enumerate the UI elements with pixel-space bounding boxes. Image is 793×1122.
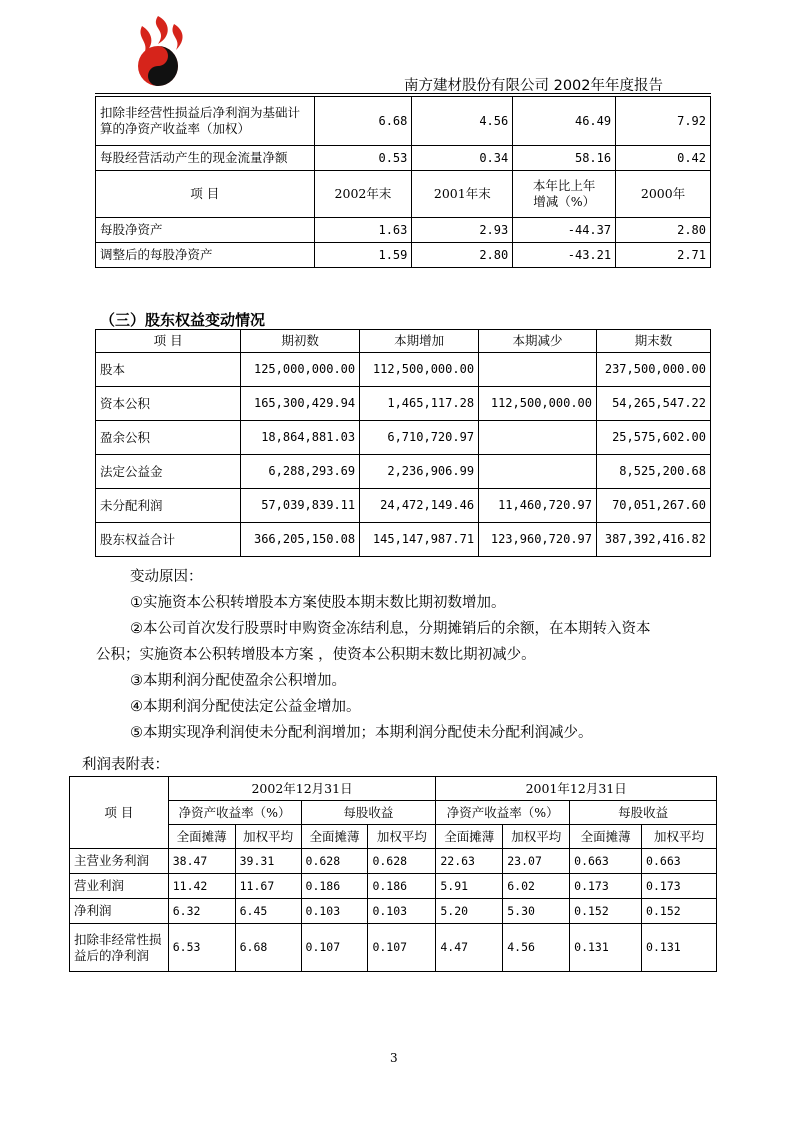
cell: 4.56 <box>412 97 513 146</box>
cell: 2.93 <box>412 218 513 243</box>
row-label: 未分配利润 <box>96 489 241 523</box>
cell: 165,300,429.94 <box>241 387 360 421</box>
cell: 11.42 <box>168 874 235 899</box>
col-header-line2: 增减（%） <box>533 194 596 209</box>
cell: 0.107 <box>301 924 368 972</box>
table-row <box>96 387 711 421</box>
row-label: 营业利润 <box>70 874 169 899</box>
cell: 11.67 <box>235 874 301 899</box>
col-header: 期初数 <box>241 330 360 353</box>
cell: 0.186 <box>368 874 436 899</box>
table-header-row <box>96 171 711 218</box>
row-label: 净利润 <box>70 899 169 924</box>
table-row <box>96 523 711 557</box>
cell: 0.42 <box>616 146 711 171</box>
profit-appendix-table <box>69 776 717 972</box>
cell: 18,864,881.03 <box>241 421 360 455</box>
col-header-2001: 2001年12月31日 <box>436 777 717 801</box>
cell: -44.37 <box>513 218 616 243</box>
cell: 6.68 <box>235 924 301 972</box>
col-header: 2002年末 <box>314 171 412 218</box>
cell: 22.63 <box>436 849 503 874</box>
col-header: 项 目 <box>96 171 315 218</box>
row-label: 扣除非经营性损益后净利润为基础计算的净资产收益率（加权） <box>96 97 315 146</box>
col-header-wavg: 加权平均 <box>368 825 436 849</box>
reason-5: ⑤本期实现净利润使未分配利润增加；本期利润分配使未分配利润减少。 <box>130 725 593 741</box>
cell: 0.628 <box>368 849 436 874</box>
table-row <box>96 243 711 268</box>
table-row <box>96 218 711 243</box>
cell <box>479 421 597 455</box>
row-label: 主营业务利润 <box>70 849 169 874</box>
cell <box>479 455 597 489</box>
cell: 0.107 <box>368 924 436 972</box>
reasons-title: 变动原因： <box>130 569 203 585</box>
cell: 0.186 <box>301 874 368 899</box>
col-header-2002: 2002年12月31日 <box>168 777 436 801</box>
cell: 1,465,117.28 <box>360 387 479 421</box>
reason-3: ③本期利润分配使盈余公积增加。 <box>130 673 346 689</box>
col-header: 本期增加 <box>360 330 479 353</box>
row-label: 股东权益合计 <box>96 523 241 557</box>
row-label: 法定公益金 <box>96 455 241 489</box>
cell: 387,392,416.82 <box>597 523 711 557</box>
cell: 145,147,987.71 <box>360 523 479 557</box>
table-row <box>70 849 717 874</box>
col-header: 2001年末 <box>412 171 513 218</box>
cell: 39.31 <box>235 849 301 874</box>
row-label: 资本公积 <box>96 387 241 421</box>
col-header-roe: 净资产收益率（%） <box>436 801 570 825</box>
col-header-eps: 每股收益 <box>570 801 717 825</box>
page-number: 3 <box>390 1051 398 1065</box>
col-header: 项 目 <box>96 330 241 353</box>
cell: 6.45 <box>235 899 301 924</box>
cell: 0.34 <box>412 146 513 171</box>
cell: 0.173 <box>570 874 642 899</box>
cell: 0.103 <box>368 899 436 924</box>
cell: 0.152 <box>570 899 642 924</box>
cell: 0.663 <box>642 849 717 874</box>
reason-2-line2: 公积；实施资本公积转增股本方案 ，使资本公积期末数比期初减少。 <box>96 647 536 663</box>
cell: 54,265,547.22 <box>597 387 711 421</box>
financial-indicator-table <box>95 96 711 268</box>
col-header-full: 全面摊薄 <box>436 825 503 849</box>
row-label: 每股净资产 <box>96 218 315 243</box>
cell: 125,000,000.00 <box>241 353 360 387</box>
row-label: 扣除非经常性损益后的净利润 <box>70 924 169 972</box>
cell: 11,460,720.97 <box>479 489 597 523</box>
cell: 4.56 <box>503 924 570 972</box>
cell: 6.68 <box>314 97 412 146</box>
header-rule <box>95 93 711 94</box>
cell: 0.173 <box>642 874 717 899</box>
cell: 237,500,000.00 <box>597 353 711 387</box>
table-header-row <box>70 777 717 801</box>
cell: 6.02 <box>503 874 570 899</box>
cell: 0.152 <box>642 899 717 924</box>
cell: 8,525,200.68 <box>597 455 711 489</box>
cell: 2.80 <box>616 218 711 243</box>
profit-table-title: 利润表附表： <box>82 757 169 773</box>
cell: 1.63 <box>314 218 412 243</box>
cell: 112,500,000.00 <box>479 387 597 421</box>
cell: 6,288,293.69 <box>241 455 360 489</box>
col-header: 期末数 <box>597 330 711 353</box>
cell: 58.16 <box>513 146 616 171</box>
cell: 0.131 <box>642 924 717 972</box>
col-header-wavg: 加权平均 <box>503 825 570 849</box>
col-header-full: 全面摊薄 <box>168 825 235 849</box>
cell: 5.91 <box>436 874 503 899</box>
cell: 2.71 <box>616 243 711 268</box>
cell: 25,575,602.00 <box>597 421 711 455</box>
cell: 38.47 <box>168 849 235 874</box>
col-header-roe: 净资产收益率（%） <box>168 801 301 825</box>
equity-change-table <box>95 329 711 557</box>
table-header-row <box>96 330 711 353</box>
cell: 0.628 <box>301 849 368 874</box>
row-label: 股本 <box>96 353 241 387</box>
row-label: 每股经营活动产生的现金流量净额 <box>96 146 315 171</box>
col-header-eps: 每股收益 <box>301 801 436 825</box>
cell: 24,472,149.46 <box>360 489 479 523</box>
company-logo <box>128 8 188 88</box>
cell: 0.103 <box>301 899 368 924</box>
table-row <box>96 353 711 387</box>
section-title: （三）股东权益变动情况 <box>100 311 266 329</box>
col-header-wavg: 加权平均 <box>642 825 717 849</box>
table-row <box>96 421 711 455</box>
cell: 0.131 <box>570 924 642 972</box>
reason-4: ④本期利润分配使法定公益金增加。 <box>130 699 361 715</box>
col-header-full: 全面摊薄 <box>301 825 368 849</box>
cell: 23.07 <box>503 849 570 874</box>
col-header-full: 全面摊薄 <box>570 825 642 849</box>
cell: 4.47 <box>436 924 503 972</box>
cell: -43.21 <box>513 243 616 268</box>
cell: 57,039,839.11 <box>241 489 360 523</box>
row-label: 盈余公积 <box>96 421 241 455</box>
cell: 0.53 <box>314 146 412 171</box>
row-label: 调整后的每股净资产 <box>96 243 315 268</box>
cell: 46.49 <box>513 97 616 146</box>
cell <box>479 353 597 387</box>
cell: 0.663 <box>570 849 642 874</box>
table-row <box>96 455 711 489</box>
table-row <box>70 874 717 899</box>
cell: 5.30 <box>503 899 570 924</box>
col-header-wavg: 加权平均 <box>235 825 301 849</box>
col-header-line1: 本年比上年 <box>532 178 596 194</box>
cell: 123,960,720.97 <box>479 523 597 557</box>
table-row <box>96 489 711 523</box>
cell: 1.59 <box>314 243 412 268</box>
reason-2-line1: ②本公司首次发行股票时申购资金冻结利息，分期摊销后的余额，在本期转入资本 <box>130 621 651 637</box>
report-header: 南方建材股份有限公司 2002年年度报告 <box>404 78 664 94</box>
col-header: 2000年 <box>616 171 711 218</box>
cell: 6,710,720.97 <box>360 421 479 455</box>
table-row <box>70 899 717 924</box>
cell: 2,236,906.99 <box>360 455 479 489</box>
table-row <box>70 924 717 972</box>
cell: 7.92 <box>616 97 711 146</box>
cell: 70,051,267.60 <box>597 489 711 523</box>
cell: 5.20 <box>436 899 503 924</box>
cell: 2.80 <box>412 243 513 268</box>
col-header-item: 项 目 <box>70 777 169 849</box>
col-header <box>513 171 616 218</box>
reason-1: ①实施资本公积转增股本方案使股本期末数比期初数增加。 <box>130 595 506 611</box>
cell: 6.53 <box>168 924 235 972</box>
col-header: 本期减少 <box>479 330 597 353</box>
table-row <box>96 146 711 171</box>
cell: 6.32 <box>168 899 235 924</box>
cell: 366,205,150.08 <box>241 523 360 557</box>
table-row <box>96 97 711 146</box>
cell: 112,500,000.00 <box>360 353 479 387</box>
